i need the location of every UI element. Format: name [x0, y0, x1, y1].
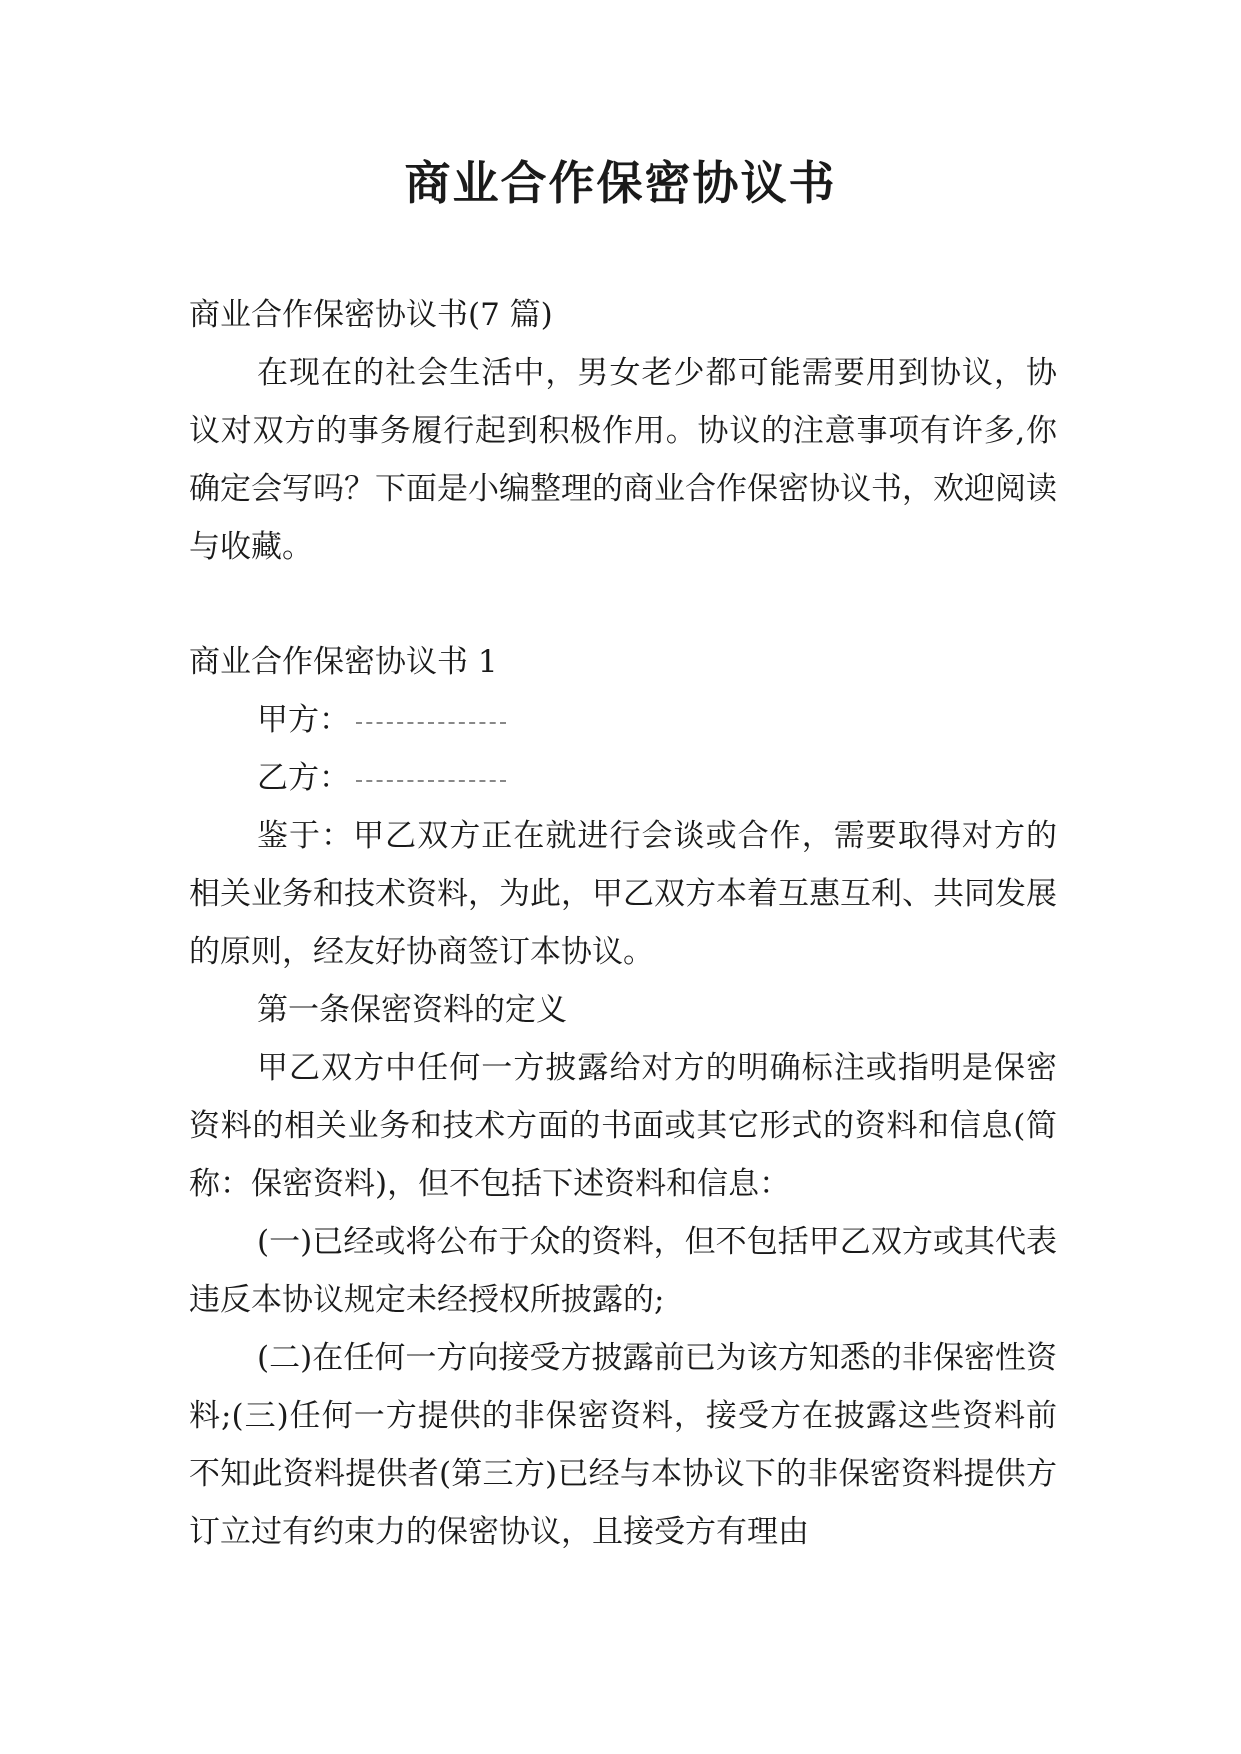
party-b-blank	[356, 778, 506, 782]
intro-paragraph: 在现在的社会生活中，男女老少都可能需要用到协议，协议对双方的事务履行起到积极作用。协议的注意事项有许多,你确定会写吗？下面是小编整理的商业合作保密协议书，欢迎阅读与收藏。	[189, 355, 1057, 565]
intro-block	[189, 286, 1057, 576]
party-a-line	[189, 691, 1057, 749]
article-1-body: 甲乙双方中任何一方披露给对方的明确标注或指明是保密资料的相关业务和技术方面的书面或其它形式的资料和信息(简称：保密资料)，但不包括下述资料和信息：	[189, 1050, 1057, 1202]
party-b-line	[189, 749, 1057, 807]
section-1-title: 商业合作保密协议书 1	[189, 644, 498, 680]
article-1-item-2: (二)在任何一方向接受方披露前已为该方知悉的非保密性资料;(三)任何一方提供的非保密资料，接受方在披露这些资料前不知此资料提供者(第三方)已经与本协议下的非保密资料提供方订立过有约束力的保密协议，且接受方有理由	[189, 1340, 1057, 1550]
party-a-blank	[356, 720, 506, 724]
article-1-title: 第一条保密资料的定义	[257, 992, 567, 1028]
party-b-label: 乙方：	[257, 760, 350, 796]
document-title: 商业合作保密协议书	[404, 156, 837, 210]
document-subtitle: 商业合作保密协议书(7 篇)	[189, 297, 553, 333]
whereas-paragraph: 鉴于：甲乙双方正在就进行会谈或合作，需要取得对方的相关业务和技术资料，为此，甲乙双方本着互惠互利、共同发展的原则，经友好协商签订本协议。	[189, 818, 1057, 970]
article-1-item-1: (一)已经或将公布于众的资料，但不包括甲乙双方或其代表违反本协议规定未经授权所披露的;	[189, 1224, 1057, 1318]
section-1	[189, 633, 1057, 1561]
party-a-label: 甲方：	[257, 702, 350, 738]
